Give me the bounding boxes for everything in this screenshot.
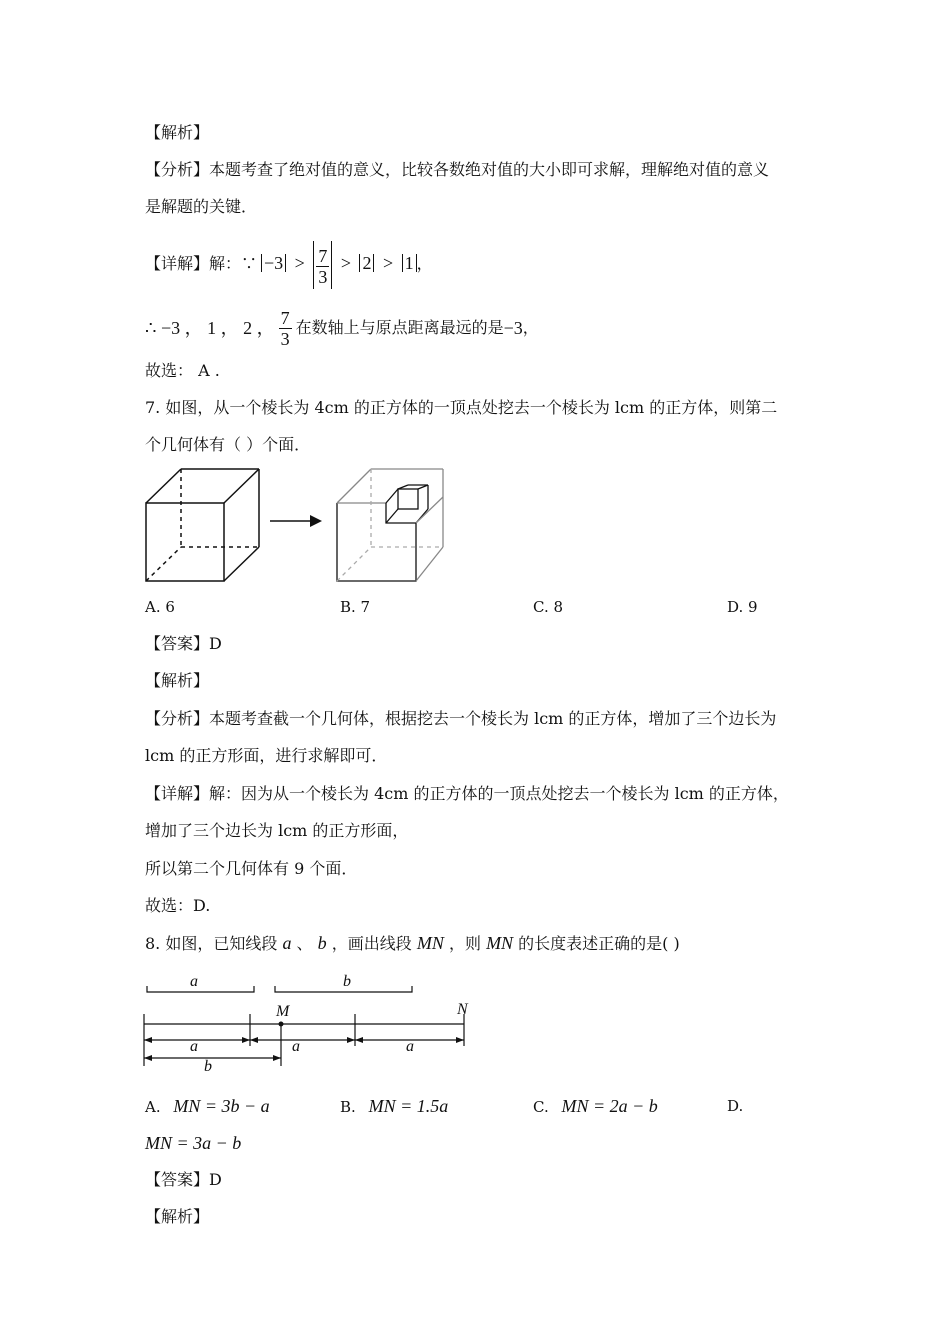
fig-label-b: b xyxy=(343,973,351,990)
cube-figure xyxy=(140,463,460,588)
q8-option-b[interactable] xyxy=(340,1096,448,1117)
q7-answer: 【答案】D xyxy=(145,634,222,653)
q8-option-c[interactable] xyxy=(533,1096,658,1117)
q8-mid3: 的长度表述正确的是( ) xyxy=(518,934,680,953)
abs-neg3: −3 xyxy=(261,254,286,272)
q8-option-c-label: C. xyxy=(533,1098,549,1116)
fig-label-a-row2: a xyxy=(292,1038,300,1055)
therefore-fraction xyxy=(279,308,292,349)
q7-stem-line1: 7. 如图，从一个棱长为 4cm 的正方体的一顶点处挖去一个棱长为 lcm 的正方体，则第二 xyxy=(145,398,778,417)
fig-label-a-row3: a xyxy=(406,1038,414,1055)
abs-1: 1 xyxy=(402,254,417,272)
abs-fraction xyxy=(313,241,332,289)
therefore-prefix: ∴ −3 ， 1 ， 2 ， xyxy=(145,318,275,338)
choose-line-1: 故选： A . xyxy=(145,361,220,380)
q7-option-c[interactable]: C. 8 xyxy=(533,598,564,616)
therefore-line xyxy=(145,302,539,354)
q8-mn-2: MN xyxy=(486,933,514,953)
q8-answer: 【答案】D xyxy=(145,1170,222,1189)
q7-option-a[interactable]: A. 6 xyxy=(145,598,175,616)
therefore-frac-num: 7 xyxy=(280,307,290,328)
q7-option-d[interactable]: D. 9 xyxy=(727,598,758,616)
q8-option-b-expr: MN = 1.5a xyxy=(368,1096,449,1116)
fig-label-a: a xyxy=(190,973,198,990)
abs-2: 2 xyxy=(359,254,374,272)
section-heading-jiexi: 【解析】 xyxy=(145,123,210,142)
therefore-end: ， xyxy=(522,318,539,337)
q8-option-d-expr-line[interactable] xyxy=(145,1133,241,1154)
therefore-mid: 在数轴上与原点距离最远的是 xyxy=(295,318,504,337)
q8-sep: 、 xyxy=(296,934,313,953)
q7-detail-line3: 所以第二个几何体有 9 个面． xyxy=(145,859,358,878)
q8-option-a[interactable] xyxy=(145,1096,270,1117)
gt-sign-3: > xyxy=(382,253,394,274)
q8-option-c-expr: MN = 2a − b xyxy=(561,1096,658,1116)
gt-sign-2: > xyxy=(340,253,351,274)
q8-mn-1: MN xyxy=(416,933,444,953)
fig-label-M: M xyxy=(276,1003,290,1020)
fig-label-a-row1: a xyxy=(190,1038,198,1055)
q7-analysis-line2: lcm 的正方形面，进行求解即可． xyxy=(145,746,388,765)
fig-label-b-row: b xyxy=(204,1058,212,1075)
q7-detail-line1: 【详解】解：因为从一个棱长为 4cm 的正方体的一顶点处挖去一个棱长为 lcm 的正方体， xyxy=(145,784,789,803)
q7-choose: 故选：D. xyxy=(145,896,211,915)
therefore-val: −3 xyxy=(503,318,523,338)
q8-stem-prefix: 8. 如图，已知线段 xyxy=(145,934,278,953)
fig-label-N: N xyxy=(457,1001,468,1018)
cube-right xyxy=(337,469,443,581)
q8-option-a-label: A. xyxy=(145,1098,161,1116)
q7-option-b[interactable]: B. 7 xyxy=(340,598,371,616)
q8-option-d[interactable] xyxy=(727,1096,743,1116)
q8-option-d-expr: MN = 3a − b xyxy=(145,1133,242,1153)
analysis-text-line1: 【分析】本题考查了绝对值的意义，比较各数绝对值的大小即可求解，理解绝对值的意义 xyxy=(145,160,770,179)
q7-jiexi: 【解析】 xyxy=(145,671,210,690)
q8-option-a-expr: MN = 3b − a xyxy=(173,1096,270,1116)
q8-option-d-label: D. xyxy=(727,1097,744,1115)
detail-inequality xyxy=(145,238,433,290)
therefore-frac-den: 3 xyxy=(280,328,290,349)
analysis-text-line2: 是解题的关键． xyxy=(145,197,258,216)
q8-seg-b: b xyxy=(317,933,327,953)
detail-prefix: 【详解】解：∵ xyxy=(145,254,258,273)
segment-figure xyxy=(140,968,480,1078)
q8-stem xyxy=(145,933,680,954)
q7-analysis-line1: 【分析】本题考查截一个几何体，根据挖去一个棱长为 lcm 的正方体，增加了三个边长为 xyxy=(145,709,777,728)
detail-suffix: ， xyxy=(416,254,433,273)
frac-den: 3 xyxy=(318,267,328,288)
q8-mid2: ，则 xyxy=(448,934,481,953)
q8-seg-a: a xyxy=(282,933,292,953)
q8-mid: ，画出线段 xyxy=(331,934,412,953)
gt-sign-1: > xyxy=(294,253,305,274)
q7-stem-line2: 个几何体有（ ）个面． xyxy=(145,435,311,454)
q8-option-b-label: B. xyxy=(340,1098,356,1116)
q8-jiexi: 【解析】 xyxy=(145,1207,210,1226)
arrow-icon xyxy=(270,515,322,527)
q7-detail-line2: 增加了三个边长为 lcm 的正方形面， xyxy=(145,821,409,840)
frac-num: 7 xyxy=(318,246,328,267)
cube-left xyxy=(146,469,259,581)
